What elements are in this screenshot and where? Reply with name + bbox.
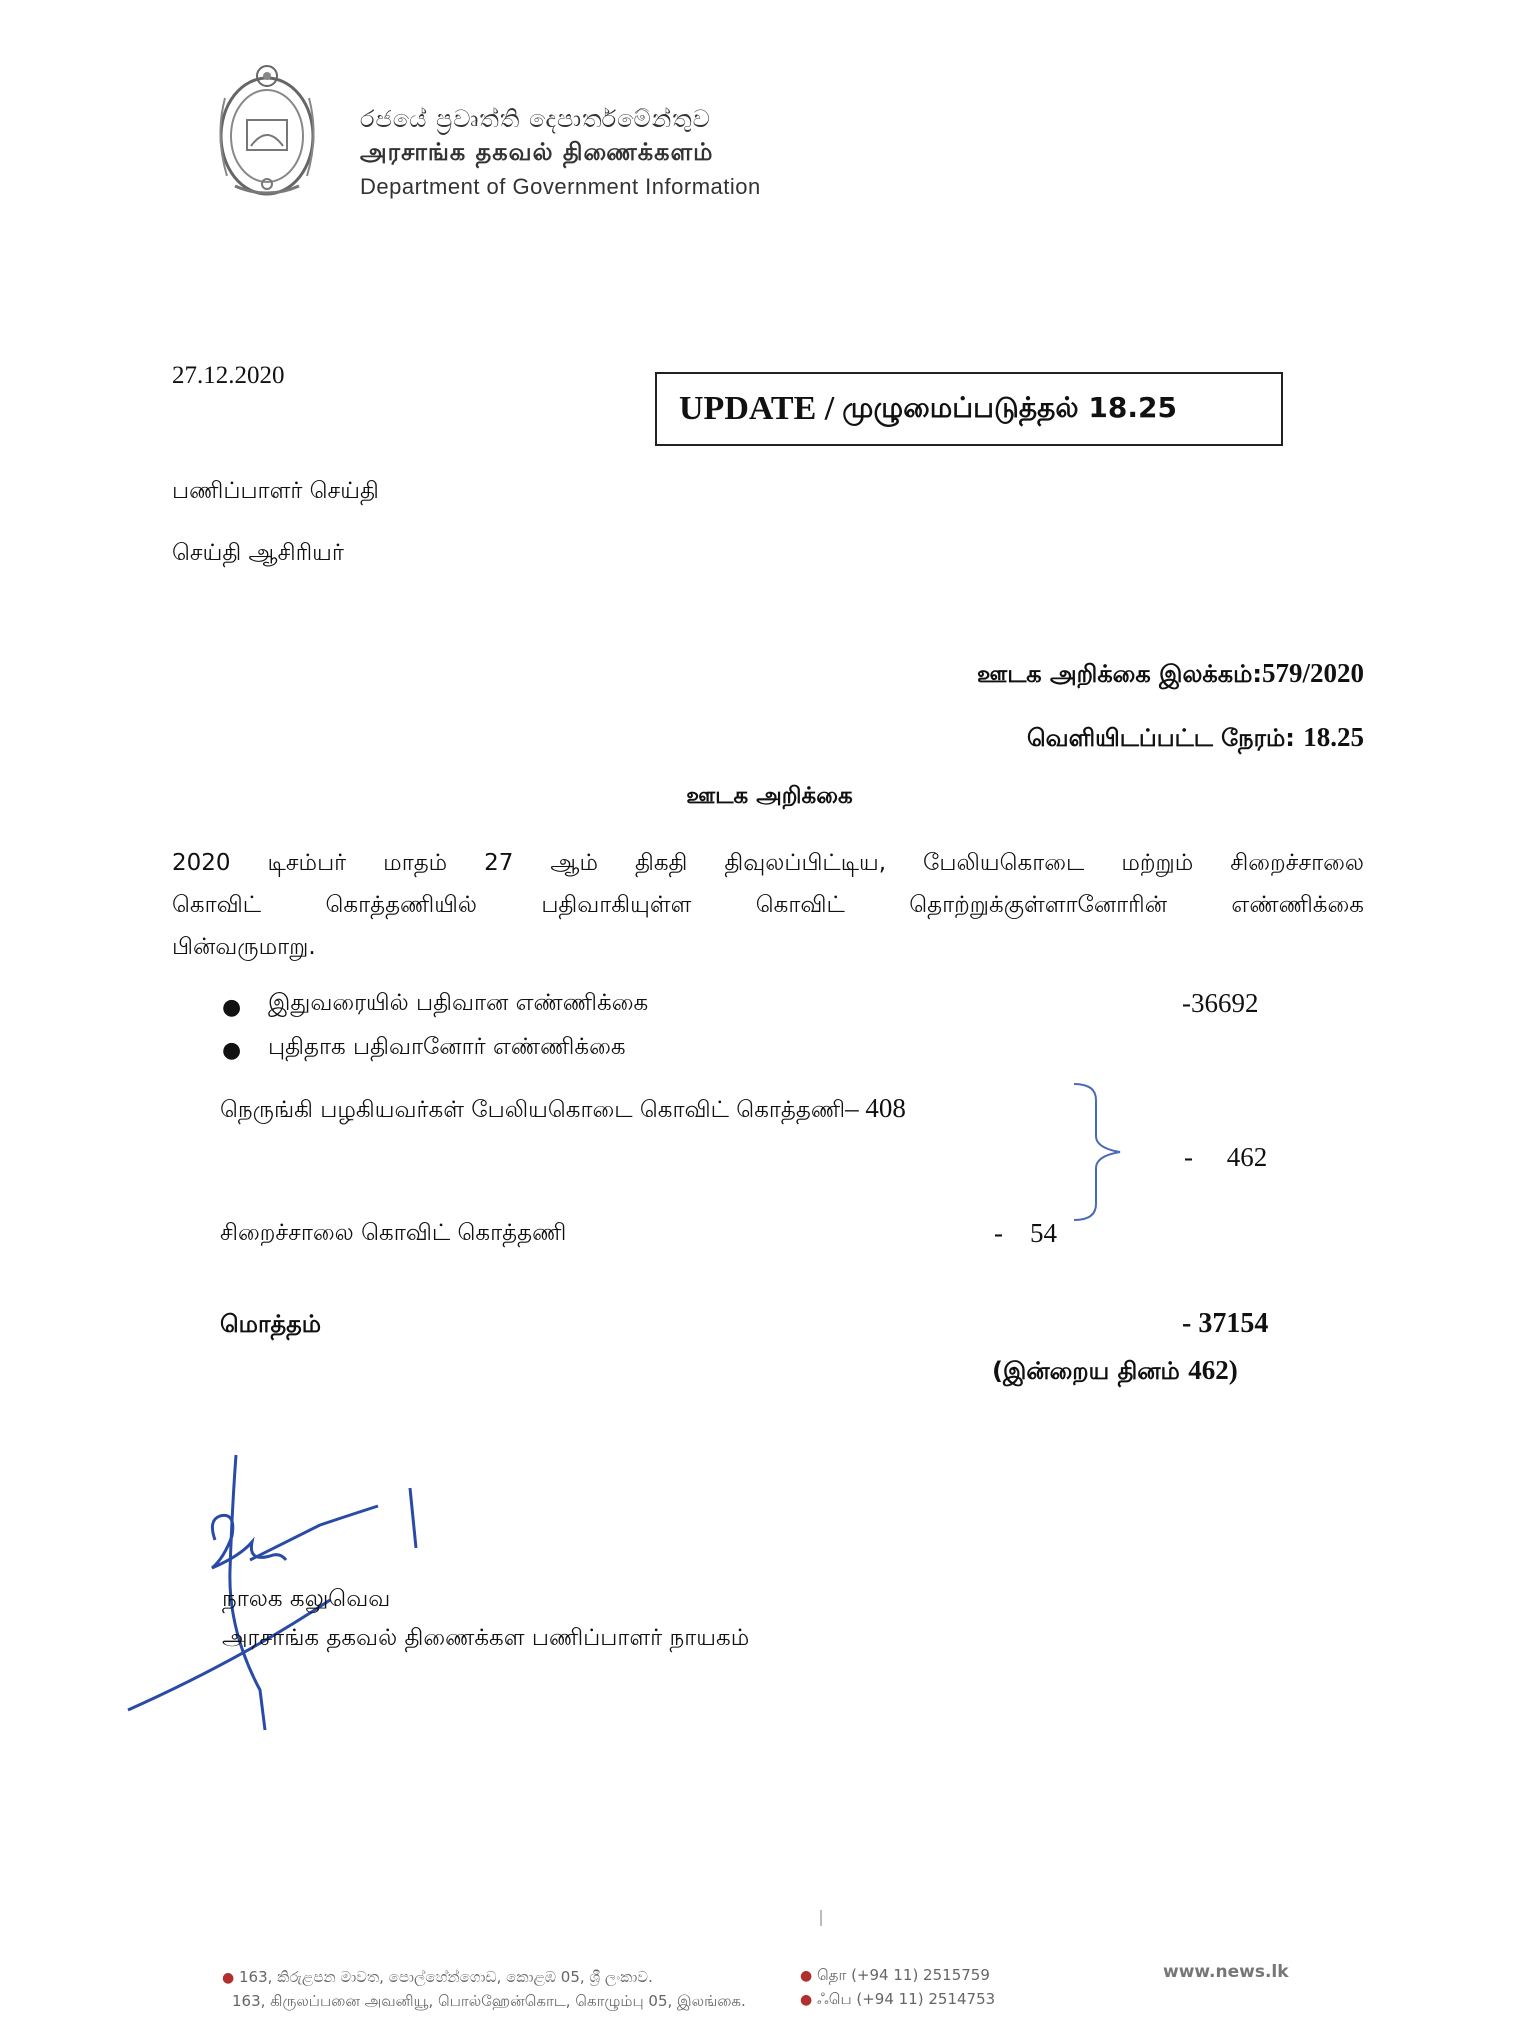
document-heading: ஊடக அறிக்கை: [686, 783, 853, 809]
sri-lanka-emblem-icon: [205, 58, 335, 208]
right-brace-icon: [1050, 1078, 1130, 1228]
today-label: (இன்றைய தினம்: [992, 1357, 1180, 1385]
update-label-ta: முழுமைப்படுத்தல் 18.25: [842, 390, 1177, 424]
time-value: 18.25: [1303, 722, 1364, 752]
bullet-label-new-cases: புதிதாக பதிவானோர் எண்ணிக்கை: [268, 1034, 626, 1060]
paragraph-line-1: 2020 டிசம்பர் மாதம் 27 ஆம் திகதி திவுலப்பிட்டிய, பேலியகொடை மற்றும் சிறைச்சாலை: [172, 850, 1364, 876]
total-value: - 37154: [1182, 1308, 1269, 1339]
body-paragraph: [172, 842, 1364, 968]
footer-address-tamil: 163, கிருலப்பனை அவனியூ, பொல்ஹேன்கொட, கொழும்பு 05, இலங்கை.: [232, 1992, 746, 2010]
footer-fax-number: (+94 11) 2514753: [856, 1990, 996, 2008]
breakdown-item-peliyagoda: [220, 1093, 906, 1126]
ref-label: ஊடக அறிக்கை இலக்கம்:: [976, 660, 1262, 688]
letterhead-english: Department of Government Information: [360, 174, 761, 199]
signatory-name: நாலக கலுவெவ: [222, 1586, 391, 1612]
footer-website: www.news.lk: [1163, 1962, 1289, 1982]
bullet-dot: ●: [222, 1038, 242, 1063]
footer-address-sinhala: [222, 1968, 653, 1986]
footer-dot-icon: ●: [800, 1992, 813, 2008]
footer-dot-icon: ●: [800, 1968, 813, 1984]
release-time: [1027, 722, 1364, 755]
footer-address-sinhala-text: 163, කිරුළපන මාවත, පොල්හේන්ගොඩ, කොළඹ 05, ශ්‍රී ලංකාව.: [239, 1968, 653, 1986]
footer-dot-icon: ●: [222, 1970, 235, 1986]
footer-tel-label: தொ: [817, 1966, 847, 1984]
paragraph-line-2: கொவிட் கொத்தணியில் பதிவாகியுள்ள கொவிட் தொற்றுக்குள்ளானோரின் எண்ணிக்கை: [172, 892, 1364, 918]
today-value: 462): [1188, 1355, 1238, 1385]
breakdown-item-prison-value: - 54: [994, 1218, 1057, 1248]
recipient-2: செய்தி ஆசிரியர்: [172, 540, 344, 566]
footer-telephone: [800, 1966, 990, 1986]
footer-tel-number: (+94 11) 2515759: [851, 1966, 990, 1984]
ref-number: 579/2020: [1261, 658, 1364, 688]
footer-divider: [820, 1910, 822, 1926]
footer-fax-label: ஃபெ: [817, 1990, 852, 2008]
time-label: வெளியிடப்பட்ட நேரம்:: [1026, 724, 1295, 752]
breakdown-item-prison-label: சிறைச்சாலை கொவிட் கொத்தணி: [220, 1220, 567, 1246]
footer-fax: [800, 1990, 995, 2010]
breakdown-item-value: – 408: [845, 1093, 906, 1123]
bullet-value-total-so-far: -36692: [1182, 988, 1259, 1018]
letterhead-tamil: அரசாங்க தகவல் திணைக்களம்: [360, 138, 714, 166]
signatory-title: அரசாங்க தகவல் திணைக்கள பணிப்பாளர் நாயகம்: [222, 1625, 750, 1651]
update-box: [655, 372, 1283, 446]
recipient-1: பணிப்பாளர் செய்தி: [172, 478, 379, 504]
paragraph-line-3: பின்வருமாறு.: [172, 934, 316, 960]
breakdown-group-total: - 462: [1184, 1142, 1268, 1172]
letterhead-sinhala: රජයේ ප්‍රවෘත්ති දෙපාර්තමේන්තුව: [360, 105, 711, 133]
breakdown-item-label: நெருங்கி பழகியவர்கள் பேலியகொடை கொவிட் கொத்தணி: [220, 1097, 846, 1123]
total-label: மொத்தம்: [220, 1310, 322, 1338]
bullet-label-total-so-far: இதுவரையில் பதிவான எண்ணிக்கை: [268, 990, 649, 1016]
update-label-en: UPDATE /: [679, 390, 835, 427]
release-reference: [977, 658, 1364, 691]
bullet-dot: ●: [222, 995, 242, 1020]
release-date: 27.12.2020: [172, 362, 285, 389]
today-count: [992, 1355, 1238, 1388]
